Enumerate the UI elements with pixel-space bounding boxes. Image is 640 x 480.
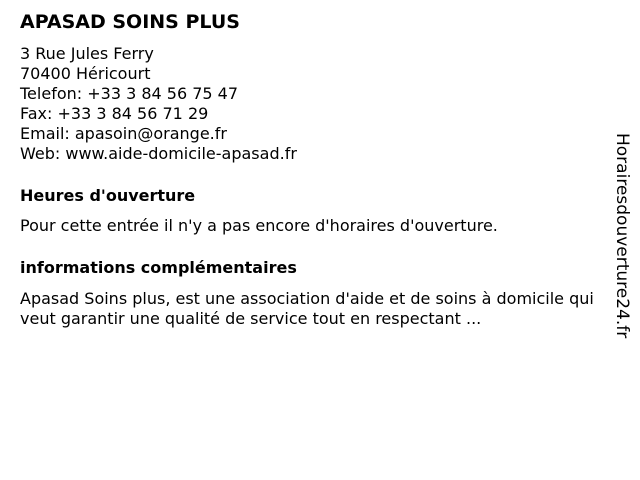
website: Web: www.aide-domicile-apasad.fr (20, 144, 297, 163)
business-card (20, 11, 600, 329)
opening-hours-heading: Heures d'ouverture (20, 186, 196, 205)
contact-block (20, 44, 600, 164)
opening-hours-text: Pour cette entrée il n'y a pas encore d'horaires d'ouverture. (20, 216, 498, 235)
address-city: 70400 Héricourt (20, 64, 151, 83)
business-name: APASAD SOINS PLUS (20, 11, 240, 33)
fax-number: Fax: +33 3 84 56 71 29 (20, 104, 209, 123)
additional-info-text: Apasad Soins plus, est une association d'aide et de soins à domicile qui veut garantir une qualité de service tout en respectant ... (20, 289, 594, 328)
address-street: 3 Rue Jules Ferry (20, 44, 154, 63)
site-watermark: Horairesdouverture24.fr (612, 133, 632, 339)
email-address: Email: apasoin@orange.fr (20, 124, 227, 143)
phone-number: Telefon: +33 3 84 56 75 47 (20, 84, 239, 103)
additional-info-heading: informations complémentaires (20, 258, 297, 277)
